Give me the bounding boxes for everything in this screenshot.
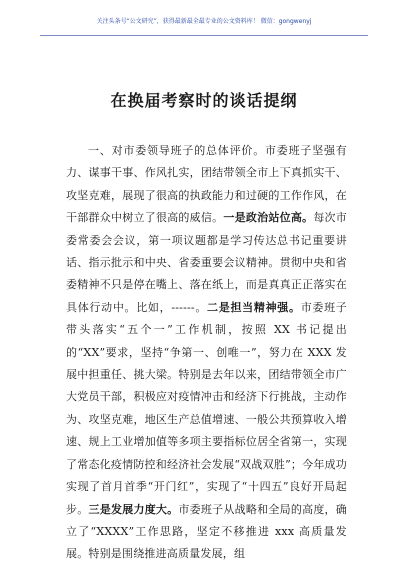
header-divider: [40, 35, 368, 36]
promo-banner: 关注头条号“公文研究”，获得最新最全最专业的公文资料库！ 微信：gongwenyj: [96, 18, 312, 25]
text-run: 一、对市委领导班子的总体评价。市委班子坚强有力、谋事干事、作风扎实，团结带领全市上下真抓实干、攻坚克难，展现了很高的执政能力和过硬的工作作风，在干部群众中树立了很高的威信。: [66, 144, 347, 225]
bold-heading: 二是担当精神强。: [207, 300, 301, 314]
document-body: [66, 140, 347, 566]
bold-heading: 三是发展力度大。: [88, 502, 179, 516]
text-run: 市委班子带头落实“五个一”工作机制，按照 XX 书记提出的“XX”要求，坚持“争第一、创唯一”，努力在 XXX 发展中担重任、挑大梁。特别是去年以来，团结带领全市广大党员干部，积极应对疫情冲击和经济下行挑战，主动作为、攻坚克难，地区生产总值增速、一般公共预算收入增速、规上工业增加值等多项主要指标位居全省第一，实现了常态化疫情防控和经济社会发展“双战双胜”；今年成功实现了首月首季“开门红”，实现了“十四五”良好开局起步。: [66, 300, 347, 516]
document-title: 在换届考察时的谈话提纲: [110, 91, 298, 110]
text-run: 市委班子从战略和全局的高度，确立了“XXXX”工作思路，坚定不移推进 xxx 高质量发展。特别是围绕推进高质量发展，组: [66, 502, 347, 561]
paragraph: [66, 140, 347, 566]
bold-heading: 一是政治站位高。: [223, 211, 314, 225]
text-run: 每次市委常委会会议，第一项议题都是学习传达总书记重要讲话、指示批示和中央、省委重要会议精神。贯彻中央和省委精神不只是停在嘴上、落在纸上，而是真真正正落实在具体行动中。比如，------。: [66, 211, 347, 314]
